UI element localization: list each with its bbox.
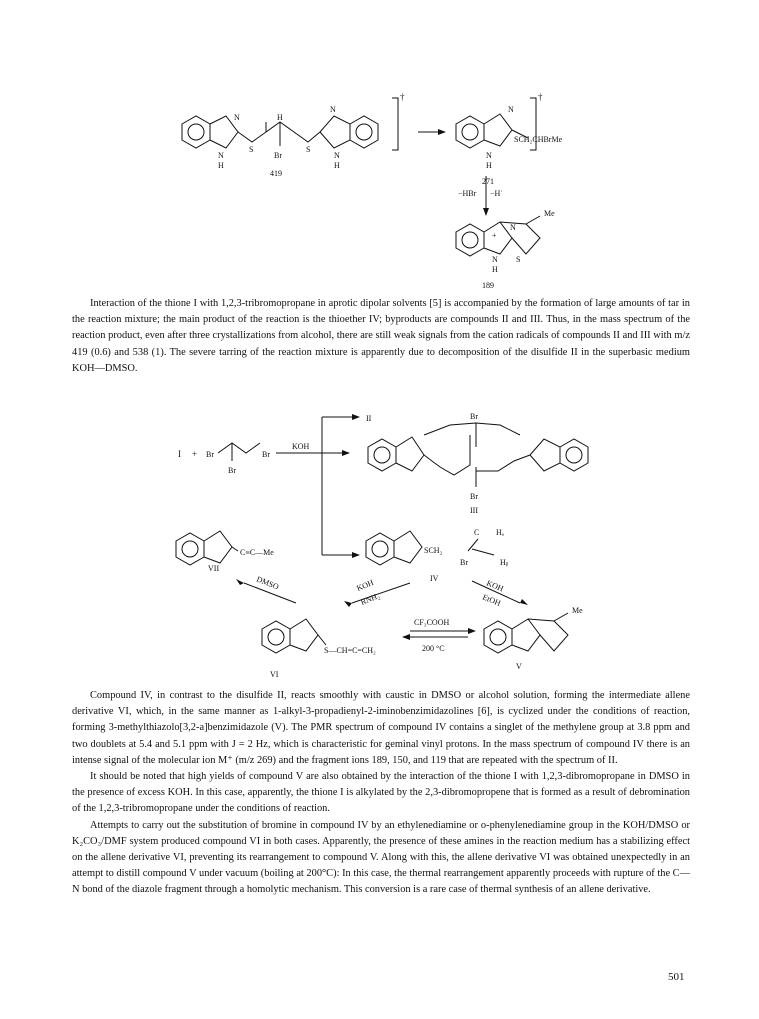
plus-charge: + [492,231,497,240]
atom-h: H [334,161,340,170]
atom-br: Br [274,151,282,160]
plus-sign: + [192,449,198,459]
methyl-label: Me [572,606,583,615]
atom-n: N [234,113,240,122]
atom-h: H [492,265,498,274]
mass-271: 271 [482,177,494,186]
allene-label: S—CH=C=CH₂ [324,646,376,655]
label-iv: IV [430,574,439,583]
scheme-reaction-pathways [0,405,759,687]
mass-189: 189 [482,281,494,290]
label-ii: II [366,414,372,423]
br-label: Br [228,466,236,475]
label-v: V [516,662,522,671]
br-label: Br [470,492,478,501]
br-label: Br [206,450,214,459]
paragraph-text: Compound IV, in contrast to the disulfide II, reacts smoothly with caustic in DMSO or alcohol solution, forming the intermediate allene derivative VI, which, in the same manner as 1-alkyl-3-propadienyl-2-iminobenzimidazolines [6], is cyclized under the conditions of reaction, forming 3-methylthiazolo[3,2-a]benzimidazole (V). The PMR spectrum of compound IV contains a singlet of the methylene group at 3.8 ppm and two doublets at 5.4 and 5.1 ppm with J = 2 Hz, which is characteristic for geminal vinyl protons. In the mass spectrum of compound IV there is an intense signal of the molecular ion M⁺ (m/z 269) and the fragment ions 189, 150, and 119 that are repeated with the spectrum of II. [72,690,690,766]
koh-label-3: KOH [485,578,505,594]
temperature-label: 200 °C [422,644,445,653]
atom-h: H [218,161,224,170]
elimination-hbr: −HBr [458,189,477,198]
radical-cation-mark-2: † [538,92,543,102]
mass-419: 419 [270,169,282,178]
atom-n: N [330,105,336,114]
atom-h: H [277,113,283,122]
atom-n: N [492,255,498,264]
br-label: Br [262,450,270,459]
page-number: 501 [668,971,685,983]
br-label: Br [460,558,468,567]
atom-s: S [306,145,311,154]
paragraph-text: Interaction of the thione I with 1,2,3-tribromopropane in aprotic dipolar solvents [5] is accompanied by the formation of large amounts of tar in the reaction mixture; the main product of the reaction is the thioether IV; byproducts are compounds II and III. Thus, in the mass spectrum of the reaction product, even after three crystallizations from alcohol, there are still weak signals from the cation radicals of compounds II and III with m/z 419 (0.6) and 538 (1). The severe tarring of the reaction mixture is apparently due to decomposition of the disulfide II in the superbasic medium KOH—DMSO. [72,298,690,374]
atom-n: N [218,151,224,160]
atom-s: S [516,255,521,264]
paragraph-tribromopropane [72,296,690,377]
br-label: Br [470,412,478,421]
hb-label: Hᵦ [500,558,509,567]
sch2-label: SCH₂ [424,546,443,555]
scheme-1-svg [0,78,759,293]
fragment-label: SCH₂CHBrMe [514,135,563,144]
rnh2-label: RNH₂ [359,591,382,607]
label-iii: III [470,506,478,515]
alkyne-label: C≡C—Me [240,548,274,557]
paragraph-text: It should be noted that high yields of compound V are also obtained by the interaction of the thione I with 1,2,3-dibromopropane in DMSO in the presence of excess KOH. In this case, apparently, the thione I is alkylated by the 2,3-dibromopropene that is formed as a result of debromination of the 1,2,3-tribromopropane under the conditions of reaction. [72,771,690,815]
c-label: C [474,528,480,537]
label-vi: VI [270,670,279,679]
atom-n: N [508,105,514,114]
label-vii: VII [208,564,220,573]
paragraph-allene-derivative [72,688,690,899]
koh-label-2: KOH [355,578,375,593]
scheme-mass-fragmentation [0,78,759,293]
atom-n: N [510,223,516,232]
paragraph-text: Attempts to carry out the substitution of bromine in compound IV by an ethylenediamine or o-phenylenediamine group in the KOH/DMSO or K₂CO₃/DMF system produced compound VI in both cases. Apparently, the presence of these amines in the reaction medium has a stabilizing effect on the allene derivative VI, preventing its rearrangement to compound V. Along with this, the allene derivative VI was obtained unexpectedly in an attempt to distill compound V under vacuum (boiling at 200°C): In this case, the thermal rearrangement apparently proceeds with rupture of the C—N bond of the diazole fragment through a homolytic mechanism. This conversion is a rare case of thermal synthesis of an allene derivative. [72,819,690,896]
atom-h: H [486,161,492,170]
etoh-label: EtOH [481,592,502,608]
elimination-h: −H˙ [490,189,503,198]
atom-n: N [486,151,492,160]
radical-cation-mark-1: † [400,92,405,102]
atom-s: S [249,145,254,154]
ha-label: Hₐ [496,528,504,537]
reactant-i: I [178,449,181,459]
scheme-2-svg [0,405,759,687]
cf3cooh-label: CF₃COOH [414,618,450,627]
dmso-label: DMSO [255,574,281,592]
atom-n: N [334,151,340,160]
methyl-label: Me [544,209,555,218]
koh-label: KOH [292,442,310,451]
